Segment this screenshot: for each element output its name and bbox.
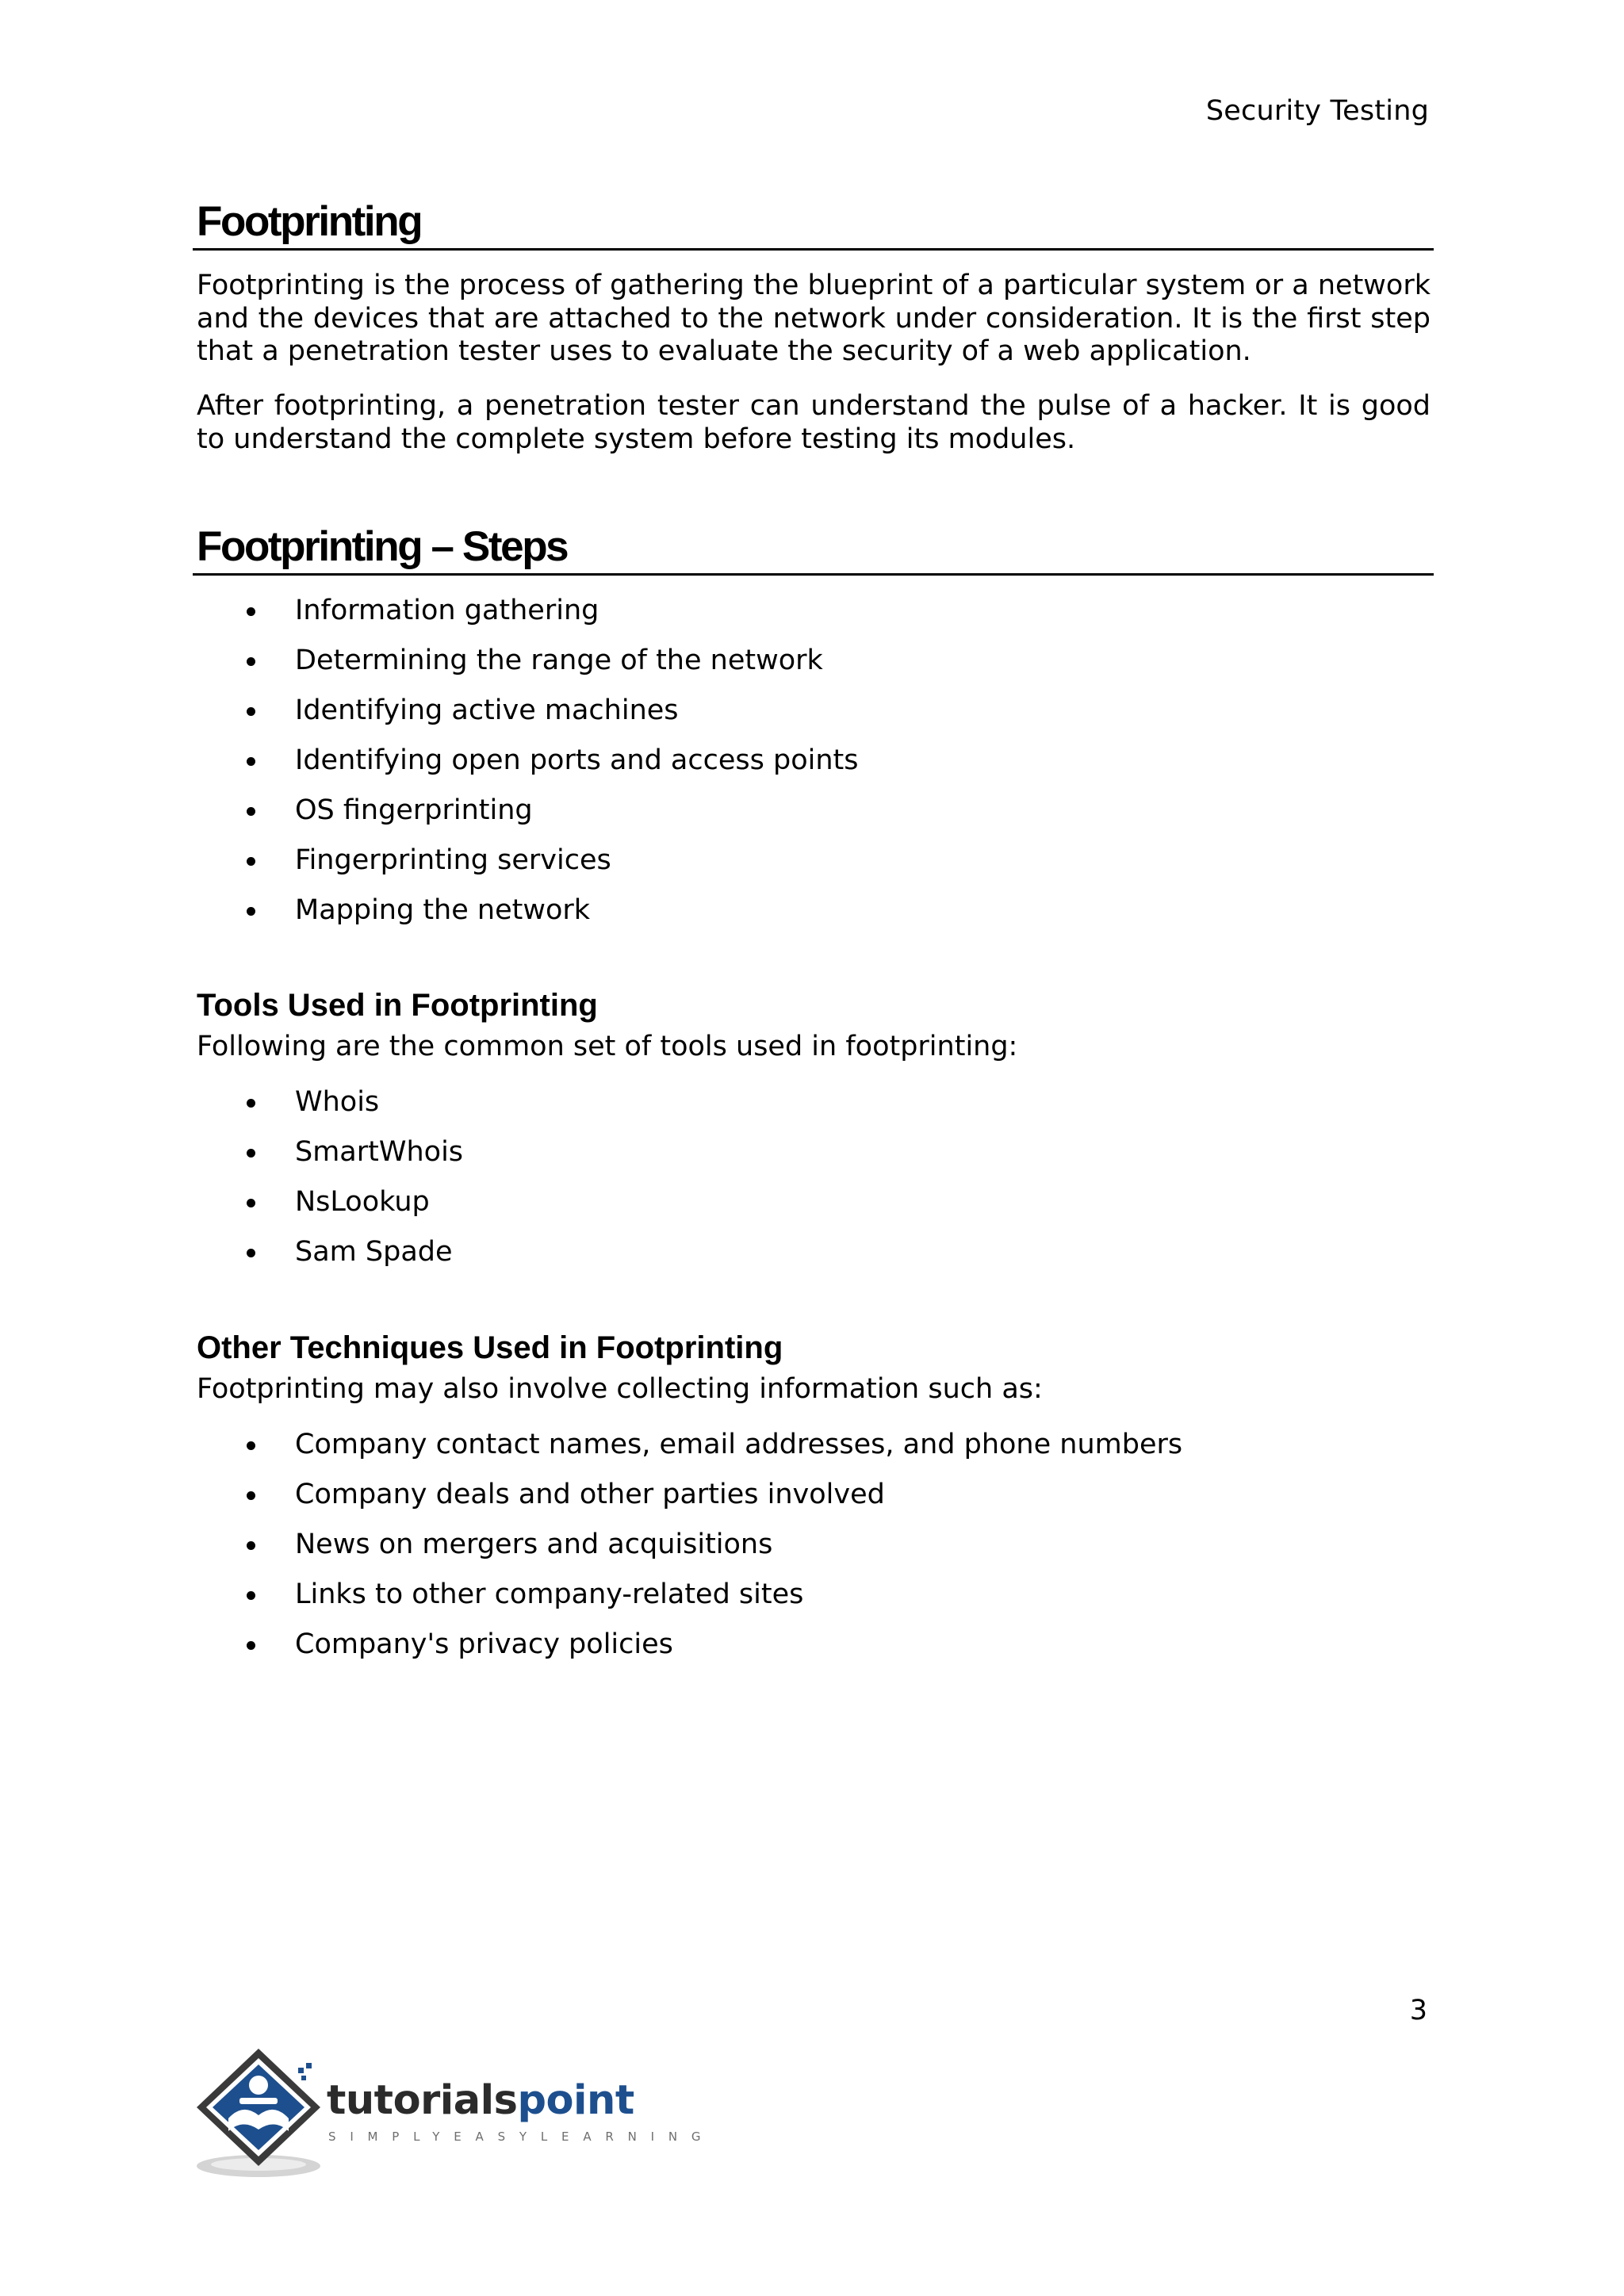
list-item-text: Identifying open ports and access points xyxy=(295,744,859,776)
heading-rule xyxy=(193,248,1434,251)
list-item-text: Mapping the network xyxy=(295,894,591,926)
list-item xyxy=(0,1577,1427,1627)
paragraph-tools-intro: Following are the common set of tools used in footprinting: xyxy=(197,1031,1018,1062)
list-item xyxy=(0,843,1427,893)
bullet-icon xyxy=(247,1641,255,1650)
list-item xyxy=(0,1527,1427,1577)
list-item xyxy=(0,793,1427,843)
list-item-text: NsLookup xyxy=(295,1186,430,1218)
bullet-icon xyxy=(247,707,255,716)
paragraph-techniques-intro: Footprinting may also involve collecting information such as: xyxy=(197,1373,1043,1405)
bullet-icon xyxy=(247,607,255,616)
tutorialspoint-logo-mark-icon xyxy=(193,2039,336,2182)
bullet-icon xyxy=(247,1099,255,1108)
list-item xyxy=(0,1085,1427,1135)
bullet-icon xyxy=(247,1591,255,1600)
bullet-icon xyxy=(247,1541,255,1550)
paragraph-pulse: After footprinting, a penetration tester can understand the pulse of a hacker. It is good to understand the complete system before testing its modules. xyxy=(197,390,1431,455)
list-item-text: Sam Spade xyxy=(295,1236,453,1268)
list-item xyxy=(0,593,1427,643)
section-heading-steps: Footprinting – Steps xyxy=(197,523,568,570)
bullet-icon xyxy=(247,857,255,866)
list-item xyxy=(0,1477,1427,1527)
list-item xyxy=(0,643,1427,693)
bullet-icon xyxy=(247,657,255,666)
paragraph-intro: Footprinting is the process of gathering the blueprint of a particular system or a network and the devices that are attached to the network under consideration. It is the first step that a penetration tester uses to evaluate the security of a web application. xyxy=(197,270,1431,368)
logo-wordmark xyxy=(327,2079,634,2123)
list-item-text: Company contact names, email addresses, and phone numbers xyxy=(295,1429,1183,1460)
list-item-text: News on mergers and acquisitions xyxy=(295,1529,773,1560)
subheading-techniques: Other Techniques Used in Footprinting xyxy=(197,1330,783,1365)
list-item xyxy=(0,1234,1427,1284)
page-number: 3 xyxy=(1409,1995,1427,2026)
list-item-text: Determining the range of the network xyxy=(295,645,823,676)
bullet-icon xyxy=(247,907,255,916)
running-header: Security Testing xyxy=(1205,95,1429,127)
subheading-tools: Tools Used in Footprinting xyxy=(197,988,598,1023)
list-item-text: Company's privacy policies xyxy=(295,1628,673,1660)
list-item-text: Company deals and other parties involved xyxy=(295,1479,885,1510)
list-item-text: Information gathering xyxy=(295,595,599,626)
list-item-text: SmartWhois xyxy=(295,1136,464,1168)
list-item xyxy=(0,743,1427,793)
list-item-text: OS fingerprinting xyxy=(295,794,533,826)
bullet-icon xyxy=(247,1199,255,1207)
list-item xyxy=(0,1427,1427,1477)
logo-wordmark-part2: point xyxy=(517,2077,634,2124)
list-item-text: Fingerprinting services xyxy=(295,844,611,876)
list-item-text: Links to other company-related sites xyxy=(295,1578,804,1610)
bullet-icon xyxy=(247,1491,255,1500)
tools-list xyxy=(0,1085,1427,1284)
list-item xyxy=(0,1135,1427,1184)
bullet-icon xyxy=(247,1249,255,1257)
logo-wordmark-part1: tutorials xyxy=(327,2077,518,2124)
heading-rule xyxy=(193,573,1434,576)
list-item-text: Identifying active machines xyxy=(295,695,679,726)
list-item xyxy=(0,693,1427,743)
bullet-icon xyxy=(247,1149,255,1158)
bullet-icon xyxy=(247,1441,255,1450)
bullet-icon xyxy=(247,807,255,816)
techniques-list xyxy=(0,1427,1427,1677)
publisher-logo xyxy=(193,2039,715,2182)
bullet-icon xyxy=(247,757,255,766)
list-item xyxy=(0,1627,1427,1677)
steps-list xyxy=(0,593,1427,943)
section-heading-footprinting: Footprinting xyxy=(197,198,422,245)
logo-tagline: SIMPLYEASYLEARNING xyxy=(328,2130,715,2144)
list-item-text: Whois xyxy=(295,1086,380,1118)
list-item xyxy=(0,1184,1427,1234)
list-item xyxy=(0,893,1427,943)
